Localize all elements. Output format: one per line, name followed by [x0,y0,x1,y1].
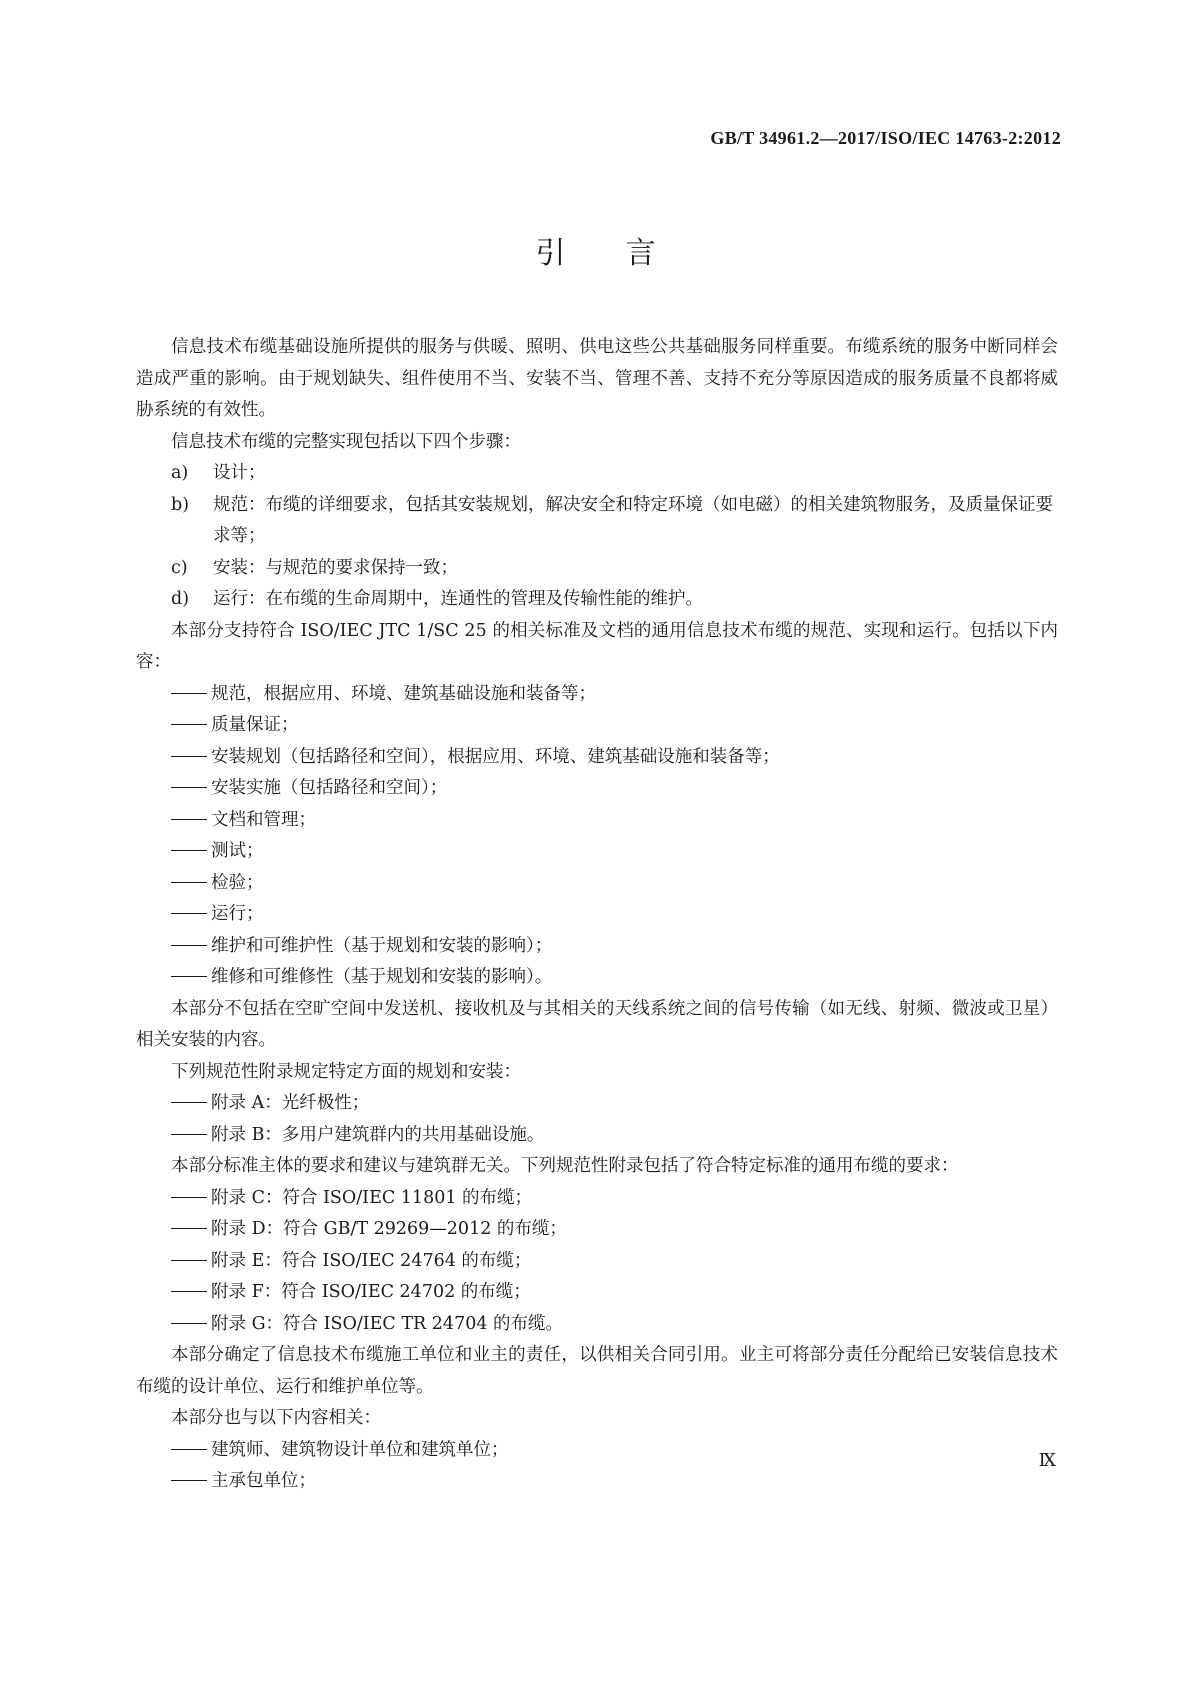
step-item [136,584,1058,616]
list-item [136,742,1058,774]
list-item-text: 运行； [211,904,264,924]
list-item [136,1435,1058,1467]
intro-paragraph-4: 本部分不包括在空旷空间中发送机、接收机及与其相关的天线系统之间的信号传输（如无线、射频、微波或卫星）相关安装的内容。 [136,998,1058,1050]
list-item-text: 文档和管理； [211,809,316,830]
intro-paragraph-1: 信息技术布缆基础设施所提供的服务与供暖、照明、供电这些公共基础服务同样重要。布缆系统的服务中断同样会造成严重的影响。由于规划缺失、组件使用不当、安装不当、管理不善、支持不充分等原因造成的服务质量不良都将威胁系统的有效性。 [136,337,1058,420]
step-label: d) [171,589,190,609]
list-item-text: 维护和可维护性（基于规划和安装的影响）； [211,935,553,956]
list-item-text: 附录 G：符合 ISO/IEC TR 24704 的布缆。 [211,1313,564,1334]
list-item-text: 主承包单位； [211,1471,316,1491]
dash-mark [171,850,207,851]
intro-paragraph-8: 本部分也与以下内容相关： [171,1408,381,1428]
list-item [136,710,1058,742]
list-item-text: 附录 F：符合 ISO/IEC 24702 的布缆； [211,1282,531,1302]
intro-paragraph-3: 本部分支持符合 ISO/IEC JTC 1/SC 25 的相关标准及文档的通用信息技术布缆的规范、实现和运行。包括以下内容： [136,620,1058,672]
dash-mark [171,787,207,788]
step-text: 安装：与规范的要求保持一致； [213,557,458,578]
list-item [136,805,1058,837]
standard-number-header: GB/T 34961.2—2017/ISO/IEC 14763-2:2012 [710,128,1061,148]
list-item [136,1214,1058,1246]
step-text: 设计； [213,463,266,483]
dash-mark [171,1291,207,1292]
dash-mark [171,1102,207,1103]
list-item [136,1120,1058,1152]
dash-mark [171,756,207,757]
list-item [136,679,1058,711]
dash-mark [171,882,207,883]
list-item-text: 附录 A：光纤极性； [211,1093,370,1113]
intro-paragraph-7: 本部分确定了信息技术布缆施工单位和业主的责任，以供相关合同引用。业主可将部分责任分配给已安装信息技术布缆的设计单位、运行和维护单位等。 [136,1345,1058,1397]
list-item [136,1466,1058,1498]
dash-mark [171,693,207,694]
list-item-text: 安装规划（包括路径和空间），根据应用、环境、建筑基础设施和装备等； [211,746,780,767]
dash-mark [171,1228,207,1229]
list-item-text: 附录 B：多用户建筑群内的共用基础设施。 [211,1124,545,1145]
list-item-text: 质量保证； [211,715,299,735]
list-item [136,773,1058,805]
step-item [136,553,1058,585]
dash-mark [171,1134,207,1135]
list-item-text: 附录 D：符合 GB/T 29269—2012 的布缆； [211,1219,567,1239]
dash-mark [171,1480,207,1481]
list-item [136,1088,1058,1120]
dash-mark [171,1260,207,1261]
list-item [136,836,1058,868]
list-item-text: 检验； [211,872,264,893]
step-item [136,458,1058,490]
list-item [136,1246,1058,1278]
list-item-text: 安装实施（包括路径和空间）； [211,778,448,798]
dash-mark [171,1197,207,1198]
list-item [136,1183,1058,1215]
list-item-text: 测试； [211,841,264,861]
list-item-text: 建筑师、建筑物设计单位和建筑单位； [211,1439,509,1460]
list-item [136,899,1058,931]
list-item [136,1277,1058,1309]
page-title: 引言 [535,236,716,271]
step-item [136,490,1058,553]
document-body [136,332,1058,1498]
dash-mark [171,913,207,914]
dash-mark [171,1449,207,1450]
list-item-text: 维修和可维修性（基于规划和安装的影响）。 [211,967,553,987]
page-number: Ⅸ [1038,1450,1056,1470]
step-text: 规范：布缆的详细要求，包括其安装规划，解决安全和特定环境（如电磁）的相关建筑物服务，及质量保证要求等； [213,494,1053,546]
step-label: b) [171,494,190,515]
list-item [136,962,1058,994]
dash-mark [171,1323,207,1324]
list-item [136,1309,1058,1341]
list-item-text: 附录 E：符合 ISO/IEC 24764 的布缆； [211,1250,532,1271]
list-item-text: 附录 C：符合 ISO/IEC 11801 的布缆； [211,1187,533,1208]
step-label: c) [171,557,188,578]
list-item [136,868,1058,900]
dash-mark [171,976,207,977]
intro-paragraph-2: 信息技术布缆的完整实现包括以下四个步骤： [171,431,521,452]
intro-paragraph-5: 下列规范性附录规定特定方面的规划和安装： [171,1061,521,1082]
dash-mark [171,945,207,946]
intro-paragraph-6: 本部分标准主体的要求和建议与建筑群无关。下列规范性附录包括了符合特定标准的通用布缆的要求： [171,1156,959,1176]
dash-mark [171,724,207,725]
list-item [136,931,1058,963]
step-text: 运行：在布缆的生命周期中，连通性的管理及传输性能的维护。 [213,589,703,609]
dash-mark [171,819,207,820]
step-label: a) [171,463,189,483]
list-item-text: 规范，根据应用、环境、建筑基础设施和装备等； [211,683,596,704]
